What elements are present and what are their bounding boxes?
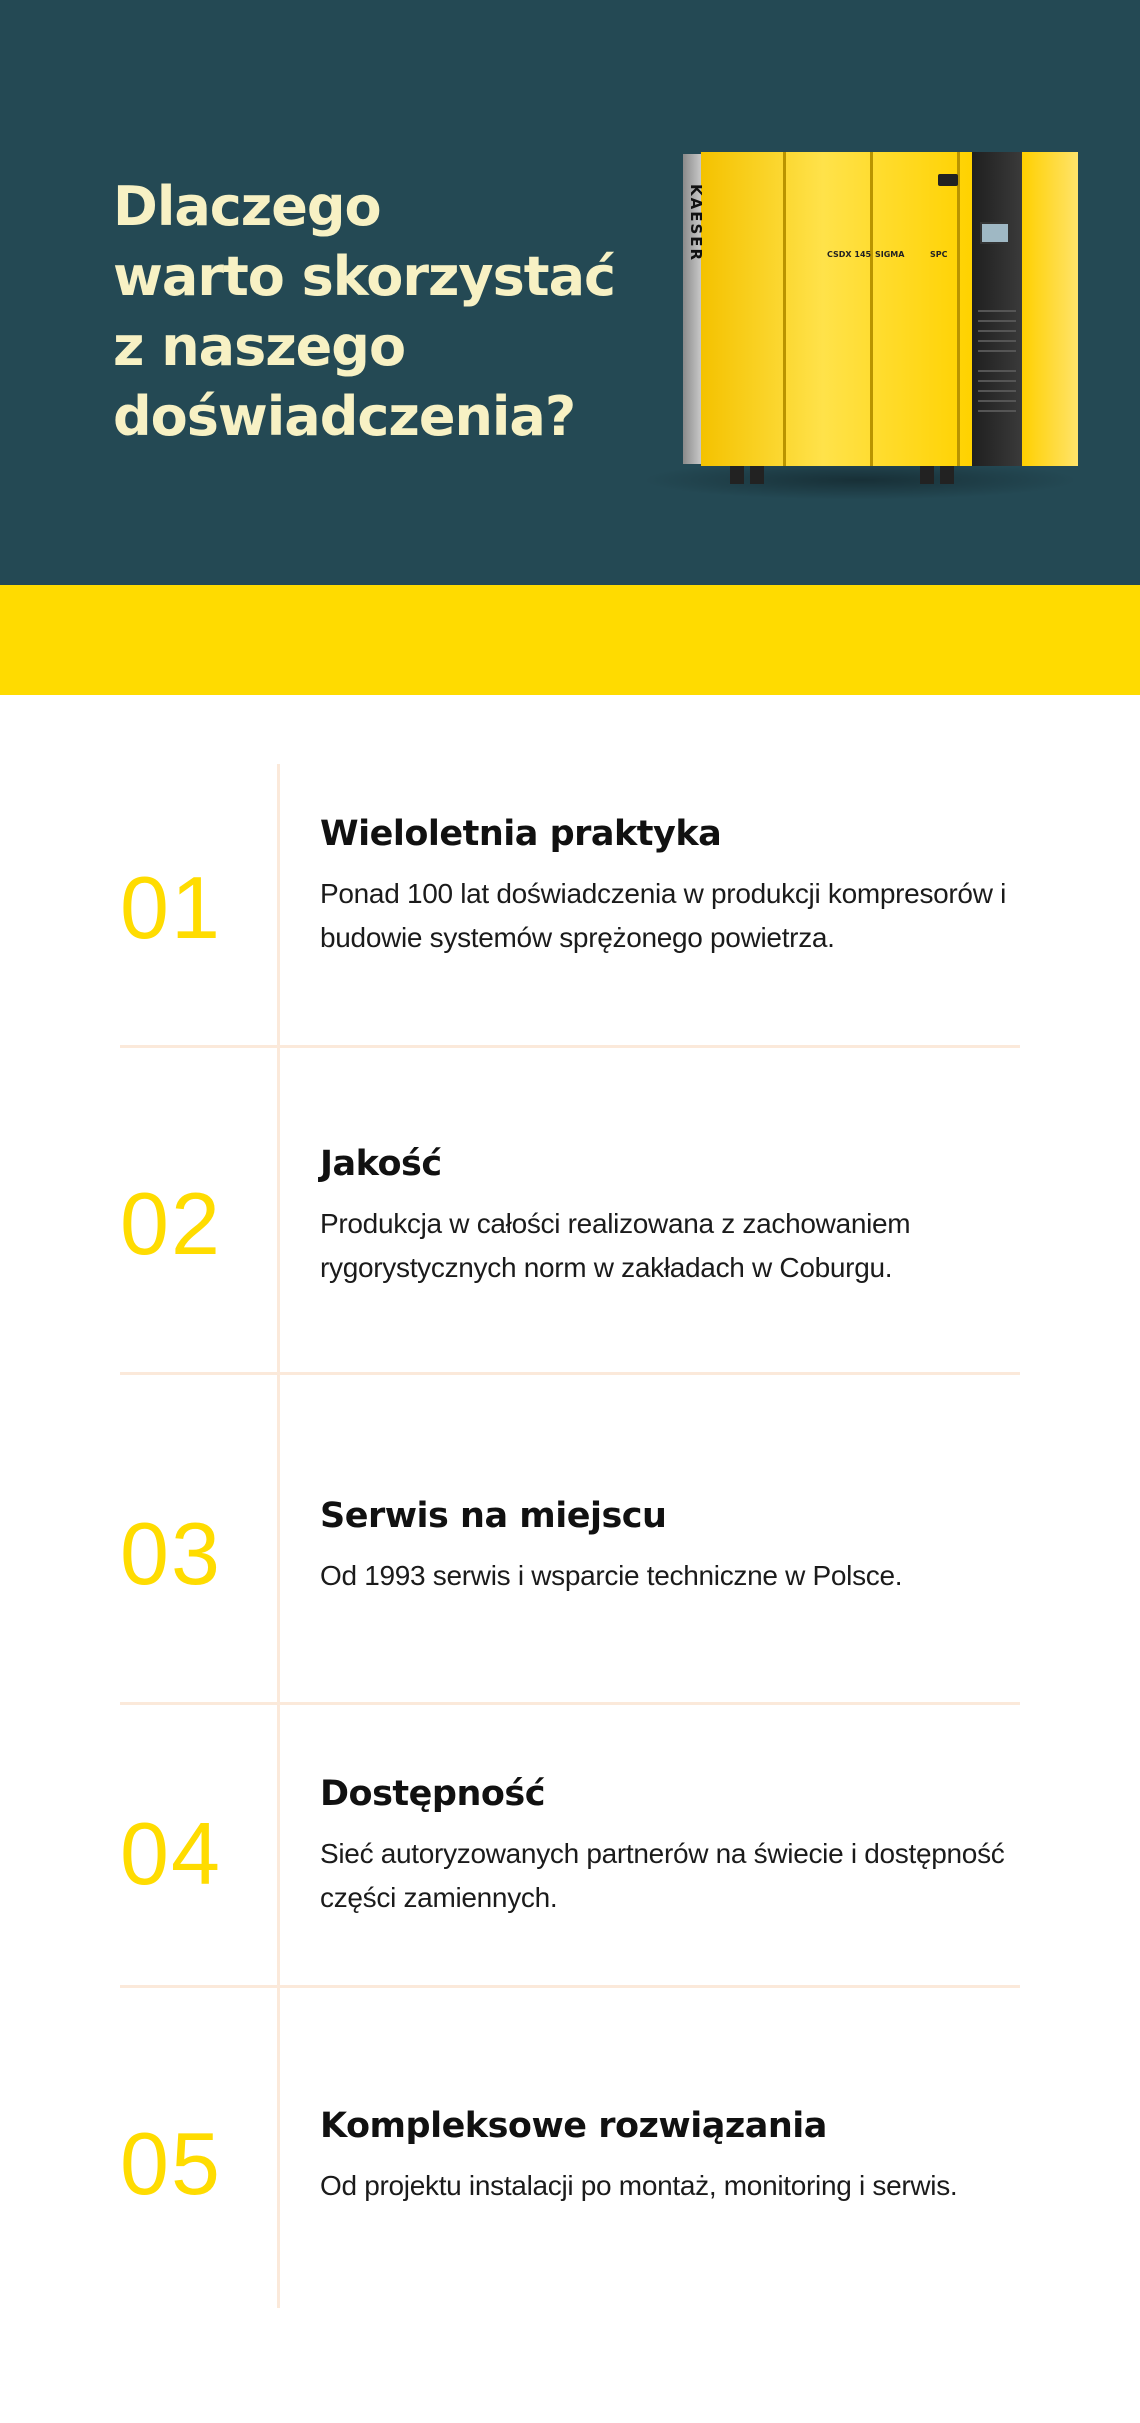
row-divider xyxy=(120,1045,1020,1048)
row-divider xyxy=(120,1372,1020,1375)
compressor-brand-logo: KAESER xyxy=(687,184,705,263)
compressor-foot xyxy=(750,466,764,484)
feature-description: Ponad 100 lat doświadczenia w produkcji kompresorów i budowie systemów sprężonego powietrza. xyxy=(320,878,1007,953)
feature-title: Dostępność xyxy=(320,1774,545,1814)
compressor-door-seam xyxy=(870,152,873,466)
feature-number: 02 xyxy=(120,1174,222,1273)
compressor-shadow xyxy=(640,460,1080,500)
compressor-vent xyxy=(978,410,1016,412)
feature-number: 04 xyxy=(120,1804,222,1903)
compressor-door-seam xyxy=(783,152,786,466)
compressor-spc-label: SPC xyxy=(930,250,948,259)
compressor-vent xyxy=(978,330,1016,332)
compressor-image xyxy=(620,140,1080,500)
compressor-vent xyxy=(978,340,1016,342)
feature-number: 03 xyxy=(120,1504,222,1603)
compressor-vent xyxy=(978,390,1016,392)
page-title: Dlaczego warto skorzystać z naszego doświadczenia? xyxy=(113,175,616,448)
compressor-right-panel xyxy=(1022,152,1078,466)
compressor-vent xyxy=(978,310,1016,312)
compressor-foot xyxy=(920,466,934,484)
vertical-divider xyxy=(277,764,280,2308)
feature-title: Serwis na miejscu xyxy=(320,1496,667,1536)
feature-description: Od projektu instalacji po montaż, monitoring i serwis. xyxy=(320,2170,958,2201)
feature-number: 05 xyxy=(120,2114,222,2213)
controller-screen xyxy=(980,222,1010,244)
compressor-vent xyxy=(978,350,1016,352)
compressor-model-label: CSDX 145 xyxy=(827,250,872,259)
feature-title: Kompleksowe rozwiązania xyxy=(320,2106,827,2146)
accent-band xyxy=(0,585,1140,695)
hero-section xyxy=(0,0,1140,585)
row-divider xyxy=(120,1985,1020,1988)
feature-description: Produkcja w całości realizowana z zachowaniem rygorystycznych norm w zakładach w Coburgu. xyxy=(320,1208,911,1283)
feature-description: Sieć autoryzowanych partnerów na świecie i dostępność części zamiennych. xyxy=(320,1838,1005,1913)
compressor-foot xyxy=(940,466,954,484)
feature-description: Od 1993 serwis i wsparcie techniczne w Polsce. xyxy=(320,1560,903,1591)
compressor-foot xyxy=(730,466,744,484)
row-divider xyxy=(120,1702,1020,1705)
compressor-sigma-label: SIGMA xyxy=(875,250,905,259)
compressor-control-panel xyxy=(972,152,1022,466)
compressor-vent xyxy=(978,400,1016,402)
compressor-front-panel xyxy=(701,152,972,466)
feature-title: Wieloletnia praktyka xyxy=(320,814,722,854)
compressor-badge xyxy=(938,174,958,186)
compressor-vent xyxy=(978,370,1016,372)
feature-number: 01 xyxy=(120,858,222,957)
feature-title: Jakość xyxy=(320,1144,442,1184)
compressor-vent xyxy=(978,320,1016,322)
compressor-vent xyxy=(978,380,1016,382)
compressor-door-seam xyxy=(957,152,960,466)
